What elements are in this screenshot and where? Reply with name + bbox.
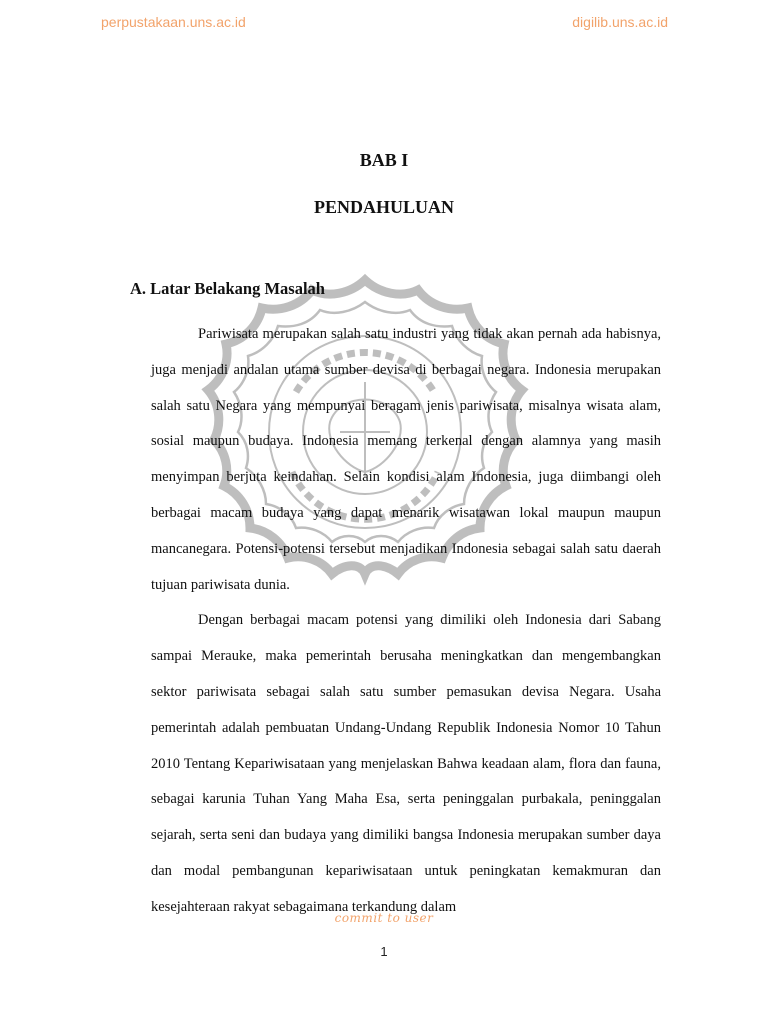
body-text [151,317,661,926]
footer-commit-mark: commit to user [334,911,434,925]
chapter-title: PENDAHULUAN [313,197,454,217]
page-number: 1 [380,944,388,959]
paragraph-1: Pariwisata merupakan salah satu industri yang tidak akan pernah ada habisnya, juga menjadi andalan utama sumber devisa di berbagai negara. Indonesia merupakan salah satu Negara yang mempunyai beragam jenis pariwisata, misalnya wisata alam, sosial maupun budaya. Indonesia memang terkenal dengan alamnya yang masih menyimpan berjuta keindahan. Selain kondisi alam Indonesia, juga diimbangi oleh berbagai macam budaya yang dapat menarik wisatawan lokal maupun maupun mancanegara. Potensi-potensi tersebut menjadikan Indonesia sebagai salah satu daerah tujuan pariwisata dunia. [151,326,661,593]
header-library-url: perpustakaan.uns.ac.id [101,14,246,30]
chapter-number: BAB I [359,150,409,170]
section-heading: A. Latar Belakang Masalah [130,279,325,298]
paragraph-2: Dengan berbagai macam potensi yang dimiliki oleh Indonesia dari Sabang sampai Merauke, maka pemerintah berusaha meningkatkan dan mengembangkan sektor pariwisata sebagai salah satu sumber pemasukan devisa Negara. Usaha pemerintah adalah pembuatan Undang-Undang Republik Indonesia Nomor 10 Tahun 2010 Tentang Kepariwisataan yang menjelaskan Bahwa keadaan alam, flora dan fauna, sebagai karunia Tuhan Yang Maha Esa, serta peninggalan purbakala, peninggalan sejarah, serta seni dan budaya yang dimiliki bangsa Indonesia merupakan sumber daya dan modal pembangunan kepariwisataan untuk peningkatan kemakmuran dan kesejahteraan rakyat sebagaimana terkandung dalam [151,612,661,915]
header-digilib-url: digilib.uns.ac.id [572,14,668,30]
